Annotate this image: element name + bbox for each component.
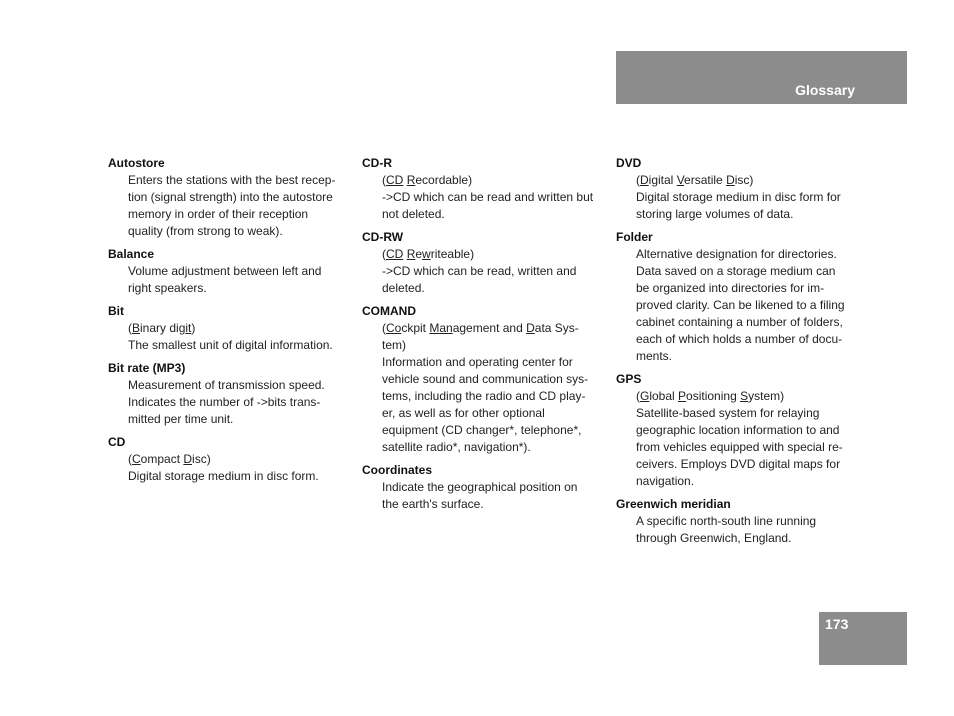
definition-text: from vehicles equipped with special re- [636,440,843,454]
definition-text: ) [191,321,196,335]
definition-text: navigation. [636,474,695,488]
definition-line [616,388,860,405]
definition-line [362,405,612,422]
glossary-term: Balance [108,247,155,261]
glossary-term: Greenwich meridian [616,497,731,511]
definition-line [108,337,358,354]
definition-line [362,422,612,439]
glossary-term: CD [108,435,126,449]
definition-text: storing large volumes of data. [636,207,794,221]
acronym-letter: Man [429,321,453,335]
definition-line [616,206,860,223]
definition-text: equipment (CD changer*, telephone*, [382,423,582,437]
definition-line [108,451,358,468]
definition-text: deleted. [382,281,425,295]
glossary-term: CD-RW [362,230,404,244]
definition-line [108,172,358,189]
definition-line [108,206,358,223]
definition-line [616,172,860,189]
definition-text: The smallest unit of digital information. [128,338,333,352]
definition-line [362,388,612,405]
acronym-letter: CD [386,247,404,261]
page-number-box [819,612,907,665]
glossary-term: Folder [616,230,653,244]
acronym-letter: CD [386,173,404,187]
definition-text: Alternative designation for directories. [636,247,837,261]
definition-line [108,223,358,240]
definition-text: ata Sys- [534,321,579,335]
glossary-entry [108,155,358,240]
definition-text: er, as well as for other optional [382,406,545,420]
glossary-entry [616,496,860,547]
glossary-column-3 [616,155,860,553]
definition-line [362,439,612,456]
acronym-letter: V [676,173,685,187]
definition-text: mitted per time unit. [128,412,234,426]
definition-text: Information and operating center for [382,355,573,369]
glossary-term: Bit [108,304,124,318]
glossary-entry [108,434,358,485]
definition-line [616,473,860,490]
definition-line [362,354,612,371]
definition-text: geographic location information to and [636,423,840,437]
definition-line [616,405,860,422]
definition-text: tems, including the radio and CD play- [382,389,586,403]
definition-text: lobal [649,389,679,403]
definition-text: Enters the stations with the best recep- [128,173,336,187]
definition-line [362,172,612,189]
definition-text: ceivers. Employs DVD digital maps for [636,457,841,471]
definition-text: through Greenwich, England. [636,531,792,545]
definition-line [616,348,860,365]
definition-text: ositioning [686,389,741,403]
definition-text: quality (from strong to weak). [128,224,283,238]
definition-line [108,263,358,280]
definition-line [616,422,860,439]
definition-text: right speakers. [128,281,207,295]
glossary-entry [616,229,860,365]
definition-text: ( [128,321,132,335]
glossary-entry [616,371,860,490]
definition-text: ( [636,389,640,403]
definition-line [616,439,860,456]
definition-text: satellite radio*, navigation*). [382,440,531,454]
page-number: 173 [825,616,849,632]
glossary-entry [362,303,612,456]
definition-text: tem) [382,338,406,352]
definition-text: the earth's surface. [382,497,484,511]
glossary-entry [108,360,358,428]
definition-text: igital [648,173,677,187]
definition-line [362,189,612,206]
acronym-letter: G [640,389,650,403]
glossary-entry [362,462,612,513]
definition-text: ecordable) [415,173,473,187]
definition-text: ->CD which can be read, written and [382,264,577,278]
glossary-term: CD-R [362,156,392,170]
definition-text: ( [128,452,132,466]
definition-text: A specific north-south line running [636,514,817,528]
definition-line [616,280,860,297]
acronym-letter: P [678,389,687,403]
definition-text: tion (signal strength) into the autostore [128,190,333,204]
definition-text: ompact [140,452,184,466]
definition-text: vehicle sound and communication sys- [382,372,589,386]
definition-text: ( [382,173,386,187]
definition-line [108,377,358,394]
definition-line [108,411,358,428]
definition-text: each of which holds a number of docu- [636,332,843,346]
definition-text: ( [636,173,640,187]
definition-line [616,530,860,547]
definition-text: be organized into directories for im- [636,281,825,295]
glossary-term: GPS [616,372,642,386]
definition-text: proved clarity. Can be likened to a filing [636,298,845,312]
glossary-entry [108,303,358,354]
acronym-letter: D [726,173,735,187]
definition-line [108,280,358,297]
definition-line [616,189,860,206]
glossary-term: DVD [616,156,642,170]
definition-text: not deleted. [382,207,445,221]
definition-text: Indicate the geographical position on [382,480,578,494]
acronym-letter: Co [386,321,402,335]
glossary-entry [108,246,358,297]
definition-text: riteable) [430,247,475,261]
glossary-column-2 [362,155,612,519]
definition-text: Indicates the number of ->bits trans- [128,395,321,409]
definition-line [362,320,612,337]
definition-line [616,263,860,280]
definition-line [362,371,612,388]
glossary-entry [362,155,612,223]
definition-line [362,337,612,354]
definition-text: Measurement of transmission speed. [128,378,325,392]
acronym-letter: C [132,452,141,466]
definition-text: Digital storage medium in disc form for [636,190,841,204]
definition-text: Data saved on a storage medium can [636,264,836,278]
definition-text: ( [382,247,386,261]
section-header-tab [616,51,907,104]
acronym-letter: R [406,247,416,261]
definition-line [362,479,612,496]
definition-line [108,320,358,337]
glossary-term: COMAND [362,304,416,318]
definition-line [362,263,612,280]
glossary-term: Autostore [108,156,165,170]
acronym-letter: it [185,321,192,335]
definition-line [108,189,358,206]
definition-text: Digital storage medium in disc form. [128,469,319,483]
definition-line [616,314,860,331]
acronym-letter: w [422,247,431,261]
glossary-term: Bit rate (MP3) [108,361,186,375]
definition-text: ->CD which can be read and written but [382,190,594,204]
definition-line [362,246,612,263]
definition-line [108,468,358,485]
glossary-column-1 [108,155,358,491]
definition-line [362,496,612,513]
definition-line [362,280,612,297]
definition-line [616,246,860,263]
definition-text: ( [382,321,386,335]
definition-text: e [415,247,423,261]
definition-text: ckpit [401,321,430,335]
definition-line [108,394,358,411]
definition-text: inary dig [140,321,186,335]
definition-text: ersatile [684,173,727,187]
acronym-letter: S [740,389,749,403]
acronym-letter: R [406,173,416,187]
definition-text: Satellite-based system for relaying [636,406,820,420]
glossary-entry [616,155,860,223]
definition-text: memory in order of their reception [128,207,309,221]
acronym-letter: B [132,321,141,335]
acronym-letter: D [526,321,535,335]
definition-text: Volume adjustment between left and [128,264,322,278]
definition-text: agement and [452,321,527,335]
acronym-letter: D [183,452,193,466]
definition-line [616,513,860,530]
definition-line [616,456,860,473]
definition-text: ments. [636,349,673,363]
definition-text: isc) [192,452,211,466]
section-title: Glossary [795,82,855,98]
definition-line [362,206,612,223]
glossary-entry [362,229,612,297]
acronym-letter: D [640,173,649,187]
definition-text: isc) [734,173,754,187]
definition-text: ystem) [748,389,785,403]
definition-line [616,331,860,348]
glossary-term: Coordinates [362,463,433,477]
definition-line [616,297,860,314]
definition-text: cabinet containing a number of folders, [636,315,843,329]
